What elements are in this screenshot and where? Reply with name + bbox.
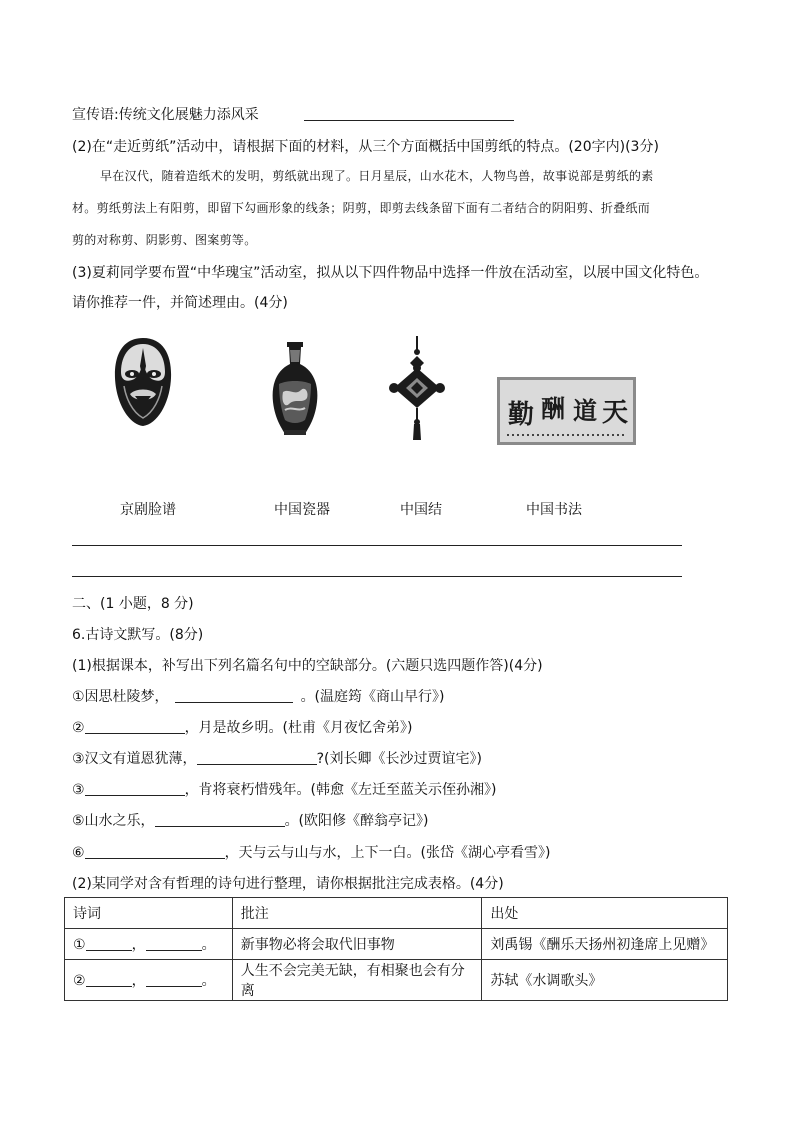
opera-mask-icon — [112, 336, 174, 428]
calligraphy-icon — [497, 377, 636, 445]
poem-blank-2[interactable] — [146, 936, 202, 951]
table-cell-note: 新事物必将会取代旧事物 — [232, 929, 482, 960]
table-header-poem: 诗词 — [65, 898, 233, 929]
q6-line-2-blank[interactable] — [85, 719, 185, 734]
q6-title: 6.古诗文默写。(8分) — [72, 627, 204, 643]
q6-line-1-blank[interactable] — [175, 688, 293, 703]
table-cell-source: 苏轼《水调歌头》 — [482, 960, 728, 1001]
q2-passage-line-1: 早在汉代，随着造纸术的发明，剪纸就出现了。日月星辰，山水花木，人物鸟兽，故事说部是剪纸的素 — [100, 169, 654, 183]
q6-line-6-blank[interactable] — [85, 844, 225, 859]
svg-text:勤: 勤 — [507, 400, 535, 430]
q6-line-6 — [72, 842, 551, 862]
q6-line-5-after: 。(欧阳修《醉翁亭记》) — [284, 813, 429, 829]
table-cell-note: 人生不会完美无缺，有相聚也会有分离 — [232, 960, 482, 1001]
q6-sub1-prompt: (1)根据课本，补写出下列名篇名句中的空缺部分。(六题只选四题作答)(4分) — [72, 658, 543, 674]
table-row — [65, 929, 728, 960]
poem-number: ① — [73, 937, 86, 953]
poem-blank-1[interactable] — [86, 936, 132, 951]
section-2-heading: 二、(1 小题，8 分) — [72, 596, 194, 612]
q6-line-4-after: ，肯将衰朽惜残年。(韩愈《左迁至蓝关示侄孙湘》) — [184, 782, 497, 798]
q2-prompt: (2)在“走近剪纸”活动中，请根据下面的材料，从三个方面概括中国剪纸的特点。(20字内)(3分) — [72, 139, 659, 155]
table-row — [65, 960, 728, 1001]
caption-opera-mask: 京剧脸谱 — [120, 502, 176, 518]
q6-line-2-before: ② — [72, 720, 85, 736]
q6-line-5-blank[interactable] — [155, 812, 285, 827]
table-cell-poem — [65, 960, 233, 1001]
poem-blank-2[interactable] — [146, 972, 202, 987]
q6-line-6-before: ⑥ — [72, 845, 85, 861]
porcelain-vase-icon — [269, 340, 321, 438]
caption-porcelain: 中国瓷器 — [274, 502, 330, 518]
table-cell-source: 刘禹锡《酬乐天扬州初逢席上见赠》 — [482, 929, 728, 960]
table-header-row — [65, 898, 728, 929]
q6-line-4 — [72, 779, 497, 799]
poem-period: 。 — [201, 937, 216, 953]
q6-line-3-after: ?(刘长卿《长沙过贾谊宅》) — [316, 751, 482, 767]
table-header-source: 出处 — [482, 898, 728, 929]
q6-line-2-after: ，月是故乡明。(杜甫《月夜忆舍弟》) — [184, 720, 413, 736]
q6-line-2 — [72, 717, 413, 737]
svg-text:天: 天 — [601, 398, 629, 428]
q6-line-4-before: ③ — [72, 782, 85, 798]
poem-comma: ， — [131, 937, 146, 953]
q6-line-6-after: ，天与云与山与水，上下一白。(张岱《湖心亭看雪》) — [224, 845, 551, 861]
table-header-note: 批注 — [232, 898, 482, 929]
q6-line-1 — [72, 686, 445, 706]
poem-number: ② — [73, 973, 86, 989]
q6-line-1-after: 。(温庭筠《商山早行》) — [300, 689, 445, 705]
chinese-knot-icon — [386, 336, 448, 442]
q6-line-5-before: ⑤山水之乐， — [72, 813, 155, 829]
q6-line-1-before: ①因思杜陵梦， — [72, 689, 169, 705]
caption-chinese-knot: 中国结 — [400, 502, 442, 518]
q2-passage-line-2: 材。剪纸剪法上有阳剪，即留下勾画形象的线条；阴剪，即剪去线条留下面有二者结合的阴阳剪、折叠纸而 — [72, 201, 651, 215]
poem-annotation-table — [64, 897, 728, 1001]
q6-line-5 — [72, 810, 429, 830]
q6-line-3 — [72, 748, 482, 768]
poem-comma: ， — [131, 973, 146, 989]
q3-prompt-line-1: (3)夏莉同学要布置“中华瑰宝”活动室，拟从以下四件物品中选择一件放在活动室，以展中国文化特色。 — [72, 265, 709, 281]
poem-blank-1[interactable] — [86, 972, 132, 987]
q3-answer-line-2[interactable] — [72, 576, 682, 577]
q6-line-3-blank[interactable] — [197, 750, 317, 765]
caption-calligraphy: 中国书法 — [526, 502, 582, 518]
svg-text:道: 道 — [573, 396, 597, 425]
q3-prompt-line-2: 请你推荐一件，并简述理由。(4分) — [72, 295, 288, 311]
q3-answer-line-1[interactable] — [72, 545, 682, 546]
slogan-label: 宣传语:传统文化展魅力添风采 — [72, 107, 259, 123]
q6-line-3-before: ③汉文有道恩犹薄， — [72, 751, 197, 767]
slogan-answer-line[interactable] — [304, 120, 514, 121]
q6-line-4-blank[interactable] — [85, 781, 185, 796]
svg-text:酬: 酬 — [541, 394, 565, 423]
poem-period: 。 — [201, 973, 216, 989]
q6-sub2-prompt: (2)某同学对含有哲理的诗句进行整理，请你根据批注完成表格。(4分) — [72, 876, 504, 892]
q2-passage-line-3: 剪的对称剪、阴影剪、图案剪等。 — [72, 233, 257, 247]
table-cell-poem — [65, 929, 233, 960]
